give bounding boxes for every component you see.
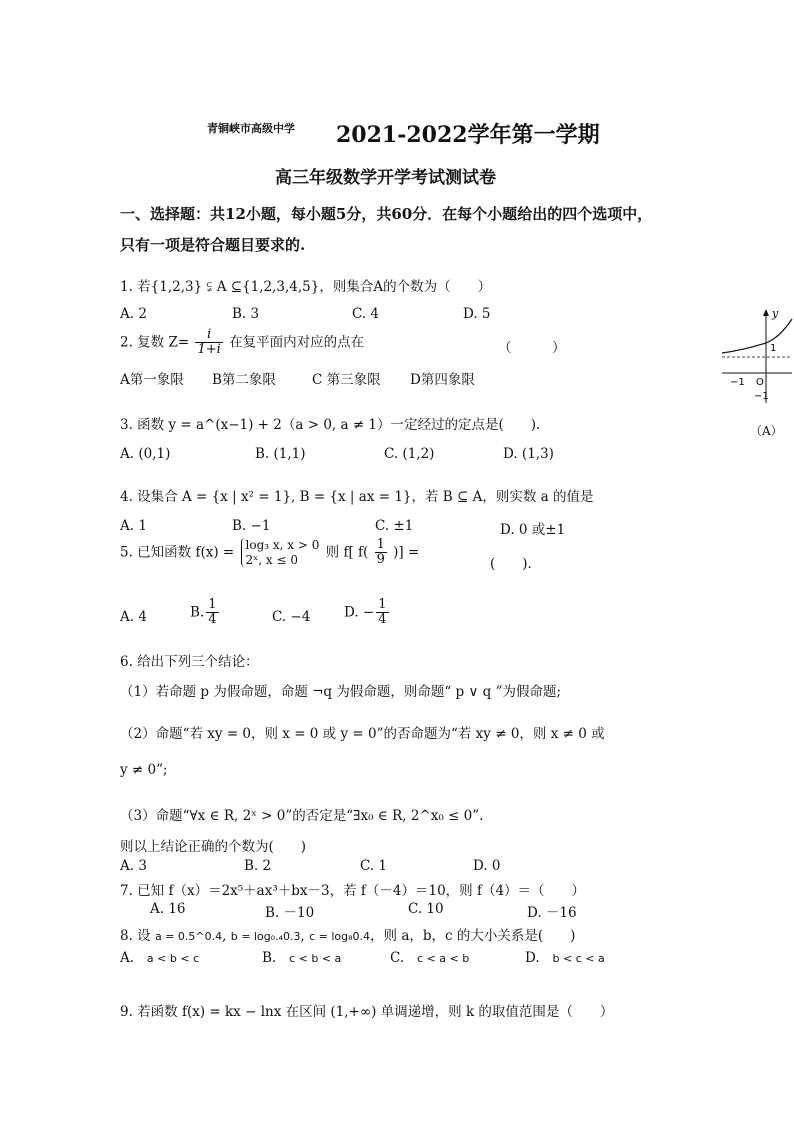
q6-option-a: A. 3 (120, 858, 147, 874)
q5-prefix: 5. 已知函数 f(x) = (120, 544, 235, 561)
q8-option-b-rel: c < b < a (289, 952, 342, 965)
q6-option-c: C. 1 (360, 858, 388, 874)
q3-option-a: A. (0,1) (120, 446, 171, 462)
q2-fraction (195, 328, 222, 358)
q8-option-c (390, 950, 469, 966)
q6-ask: 则以上结论正确的个数为( ) (120, 839, 307, 855)
q5-option-d-num: 1 (378, 597, 387, 612)
q5-denominator: 9 (376, 552, 385, 568)
question-6: 6. 给出下列三个结论： (120, 654, 259, 670)
q8-option-d (525, 950, 605, 966)
q5-piecewise (241, 538, 320, 567)
q2-option-a: A第一象限 (120, 372, 184, 388)
question-3: 3. 函数 y = a^(x−1) + 2（a > 0, a ≠ 1）一定经过的定点是( ). (120, 417, 541, 433)
q2-option-d: D第四象限 (410, 372, 475, 388)
q6-statement-3: （3）命题“∀x ∈ R, 2ˣ > 0”的否定是“∃x₀ ∈ R, 2^x₀ ≤ 0”. (120, 808, 484, 824)
question-9: 9. 若函数 f(x) = kx − lnx 在区间 (1,+∞) 单调递增，则 k 的取值范围是（ ） (120, 1004, 614, 1020)
q8-option-b-label: B. (262, 950, 277, 966)
q2-suffix: 在复平面内对应的点在 (229, 334, 365, 351)
q5-option-b-den: 4 (208, 612, 217, 628)
q7-option-d: D. －16 (527, 905, 577, 921)
q5-option-d-den: 4 (378, 612, 387, 628)
q4-option-a: A. 1 (120, 518, 147, 534)
exam-title: 高三年级数学开学考试测试卷 (275, 168, 496, 188)
q8-b-def: b = log₀.₄0.3 (230, 930, 301, 943)
q7-option-b: B. －10 (265, 905, 315, 921)
q2-prefix: 2. 复数 Z= (120, 334, 190, 351)
q3-option-d: D. (1,3) (503, 446, 554, 462)
q8-option-c-rel: c < a < b (417, 952, 470, 965)
q5-option-b-label: B. (190, 604, 205, 621)
q1-option-c: C. 4 (352, 306, 380, 322)
q2-denominator: 1+i (197, 342, 221, 358)
q8-option-c-label: C. (390, 950, 405, 966)
y-tick-1: 1 (770, 343, 777, 354)
q5-fraction (375, 538, 387, 568)
q4-option-d: D. 0 或±1 (500, 522, 566, 538)
q3-option-b: B. (1,1) (255, 446, 306, 462)
q8-option-a-rel: a < b < c (146, 952, 200, 965)
q6-option-b: B. 2 (244, 858, 272, 874)
exponential-graph-figure (718, 305, 794, 405)
q6-statement-2b: y ≠ 0”; (120, 762, 168, 778)
q5-option-d-fraction (376, 598, 388, 628)
q8-option-d-rel: b < c < a (552, 952, 605, 965)
q7-option-a: A. 16 (150, 901, 186, 917)
y-tick-neg1: −1 (754, 391, 769, 402)
q5-answer-paren: ( ). (490, 556, 532, 572)
q2-option-c: C 第三象限 (312, 372, 381, 388)
q8-option-a-label: A. (120, 950, 135, 966)
question-7: 7. 已知 f（x）＝2x⁵＋ax³＋bx－3，若 f（－4）＝10，则 f（4）＝（ ） (120, 883, 586, 899)
q5-option-b (190, 598, 221, 628)
q5-case-1: log₃ x, x > 0 (245, 538, 320, 553)
section-heading-line1: 一、选择题：共12小题，每小题5分，共60分．在每个小题给出的四个选项中， (120, 205, 653, 223)
q2-numerator: i (195, 328, 222, 343)
q8-option-b (262, 950, 341, 966)
q8-prefix: 8. 设 (120, 928, 151, 944)
y-axis-arrow (763, 309, 769, 316)
term-title: 2021-2022学年第一学期 (336, 122, 600, 148)
q1-option-d: D. 5 (463, 306, 491, 322)
question-8: 8. 设 a = 0.5^0.4, b = log₀.₄0.3, c = log₈0.4，则 a，b，c 的大小关系是( ) (120, 928, 576, 944)
q1-option-a: A. 2 (120, 306, 147, 322)
q4-option-c: C. ±1 (375, 518, 414, 534)
q6-statement-2a: （2）命题“若 xy = 0，则 x = 0 或 y = 0”的否命题为“若 xy ≠ 0，则 x ≠ 0 或 (120, 726, 605, 742)
school-name: 青铜峡市高级中学 (207, 122, 295, 135)
q5-option-c: C. −4 (272, 609, 311, 625)
question-1: 1. 若{1,2,3} ⫋ A ⊆{1,2,3,4,5}，则集合A的个数为（ ） (120, 279, 492, 295)
q2-option-b: B第二象限 (212, 372, 276, 388)
q8-c-def: c = log₈0.4 (309, 930, 371, 943)
q5-option-d (344, 598, 391, 628)
q5-option-b-num: 1 (208, 597, 217, 612)
question-4: 4. 设集合 A = {x | x² = 1}, B = {x | ax = 1}，若 B ⊆ A，则实数 a 的值是 (120, 489, 594, 505)
q6-statement-1: （1）若命题 p 为假命题，命题 ¬q 为假命题，则命题“ p ∨ q ”为假命题; (120, 684, 562, 700)
q8-option-d-label: D. (525, 950, 540, 966)
q8-a-def: a = 0.5^0.4 (154, 930, 223, 943)
question-5 (120, 538, 419, 568)
figure-caption: （A） (750, 424, 783, 438)
q5-suffix: )] = (393, 544, 420, 561)
q6-option-d: D. 0 (473, 858, 501, 874)
q5-mid: 则 f[ f( (325, 544, 369, 561)
q1-option-b: B. 3 (232, 306, 260, 322)
q5-option-a: A. 4 (120, 609, 147, 625)
q8-option-a (120, 950, 199, 966)
q7-option-c: C. 10 (408, 901, 444, 917)
q5-option-b-fraction (206, 598, 218, 628)
curve (722, 319, 792, 353)
q4-option-b: B. −1 (232, 518, 271, 534)
question-2 (120, 328, 364, 358)
q8-suffix: ，则 a，b，c 的大小关系是( ) (370, 928, 576, 944)
q5-option-d-label: D. − (344, 604, 375, 621)
origin-label: O (756, 377, 764, 388)
q3-option-c: C. (1,2) (384, 446, 435, 462)
q2-answer-paren: （ ） (498, 340, 566, 356)
section-heading-line2: 只有一项是符合题目要求的. (120, 236, 306, 254)
y-axis-label: y (772, 307, 779, 320)
q5-numerator: 1 (376, 537, 385, 552)
q5-case-2: 2ˣ, x ≤ 0 (245, 552, 298, 567)
x-tick-neg1: −1 (730, 377, 745, 388)
